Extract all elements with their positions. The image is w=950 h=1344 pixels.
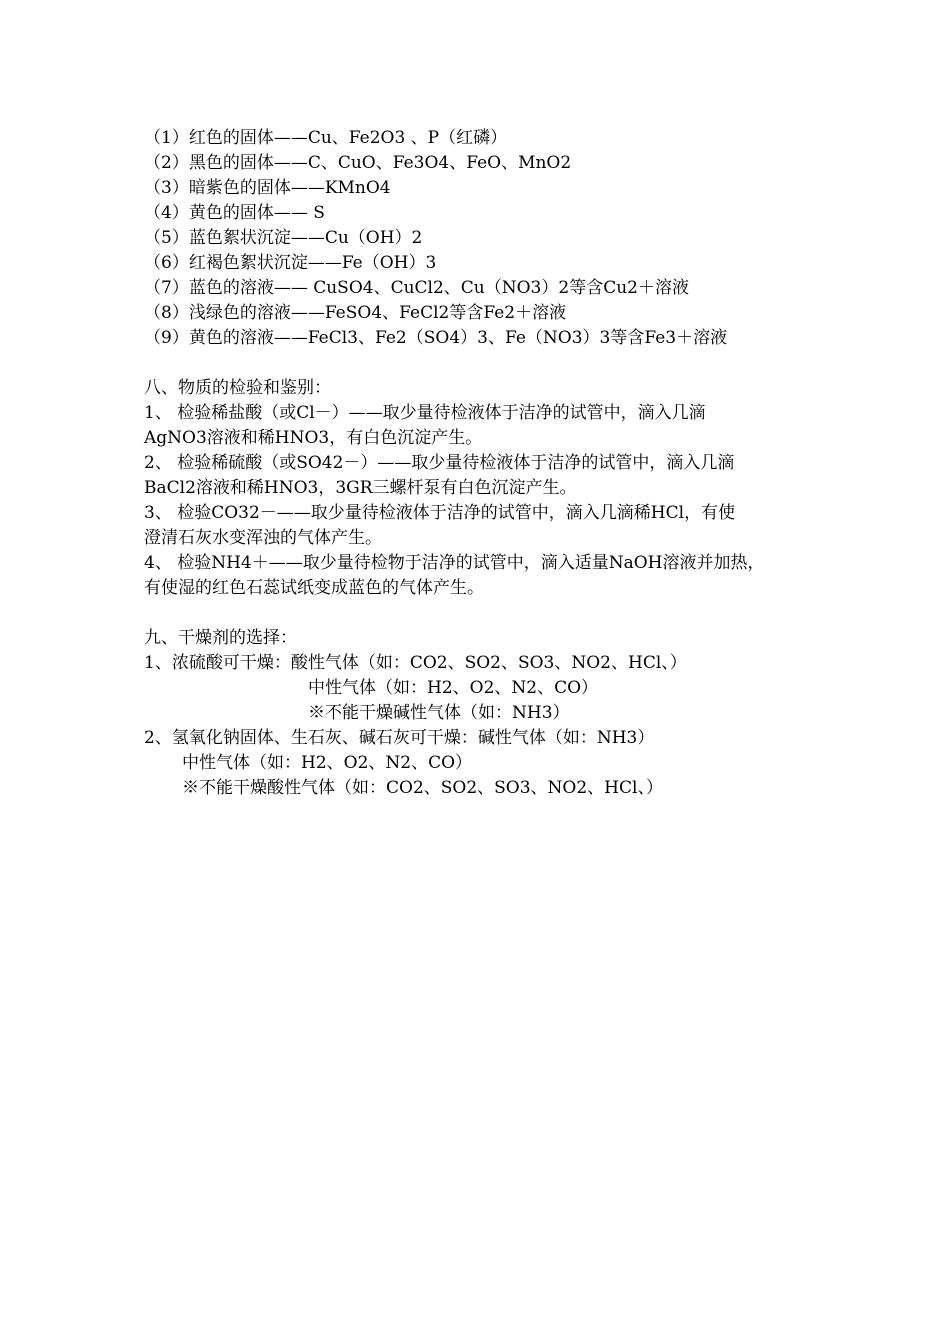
paragraph-line: ※不能干燥碱性气体（如：NH3） — [308, 703, 570, 723]
color-list — [144, 126, 834, 351]
paragraph-line: 4、 检验NH4＋——取少量待检物于洁净的试管中，滴入适量NaOH溶液并加热， — [144, 553, 765, 573]
paragraph-line: 3、 检验CO32－——取少量待检液体于洁净的试管中，滴入几滴稀HCl，有使 — [144, 503, 736, 523]
document-body — [144, 126, 834, 801]
paragraph-line: 2、氢氧化钠固体、生石灰、碱石灰可干燥：碱性气体（如：NH3） — [144, 728, 655, 748]
color-list-item: （1）红色的固体——Cu、Fe2O3 、P（红磷） — [144, 128, 508, 148]
paragraph-spacer — [144, 351, 834, 376]
paragraph-line: 1、浓硫酸可干燥：酸性气体（如：CO2、SO2、SO3、NO2、HCl、） — [144, 653, 687, 673]
paragraph-line: BaCl2溶液和稀HNO3，3GR三螺杆泵有白色沉淀产生。 — [144, 478, 577, 498]
paragraph-line: 中性气体（如：H2、O2、N2、CO） — [182, 753, 473, 773]
color-list-item: （6）红褐色絮状沉淀——Fe（OH）3 — [144, 253, 437, 273]
section-heading: 八、物质的检验和鉴别： — [144, 378, 331, 398]
color-list-item: （8）浅绿色的溶液——FeSO4、FeCl2等含Fe2＋溶液 — [144, 303, 567, 323]
paragraph-line: AgNO3溶液和稀HNO3，有白色沉淀产生。 — [144, 428, 483, 448]
paragraph-line: 中性气体（如：H2、O2、N2、CO） — [308, 678, 599, 698]
section-identification — [144, 376, 834, 601]
paragraph-line: ※不能干燥酸性气体（如：CO2、SO2、SO3、NO2、HCl、） — [182, 778, 663, 798]
color-list-item: （2）黑色的固体——C、CuO、Fe3O4、FeO、MnO2 — [144, 153, 572, 173]
paragraph-line: 有使湿的红色石蕊试纸变成蓝色的气体产生。 — [144, 578, 484, 598]
paragraph-line: 澄清石灰水变浑浊的气体产生。 — [144, 528, 382, 548]
paragraph-line: 2、 检验稀硫酸（或SO42－）——取少量待检液体于洁净的试管中，滴入几滴 — [144, 453, 735, 473]
color-list-item: （5）蓝色絮状沉淀——Cu（OH）2 — [144, 228, 423, 248]
color-list-item: （4）黄色的固体—— S — [144, 203, 325, 223]
section-heading: 九、干燥剂的选择： — [144, 628, 297, 648]
color-list-item: （7）蓝色的溶液—— CuSO4、CuCl2、Cu（NO3）2等含Cu2＋溶液 — [144, 278, 689, 298]
paragraph-spacer — [144, 601, 834, 626]
color-list-item: （9）黄色的溶液——FeCl3、Fe2（SO4）3、Fe（NO3）3等含Fe3＋溶液 — [144, 328, 728, 348]
color-list-item: （3）暗紫色的固体——KMnO4 — [144, 178, 391, 198]
paragraph-line: 1、 检验稀盐酸（或Cl－）——取少量待检液体于洁净的试管中，滴入几滴 — [144, 403, 706, 423]
section-desiccants — [144, 626, 834, 801]
